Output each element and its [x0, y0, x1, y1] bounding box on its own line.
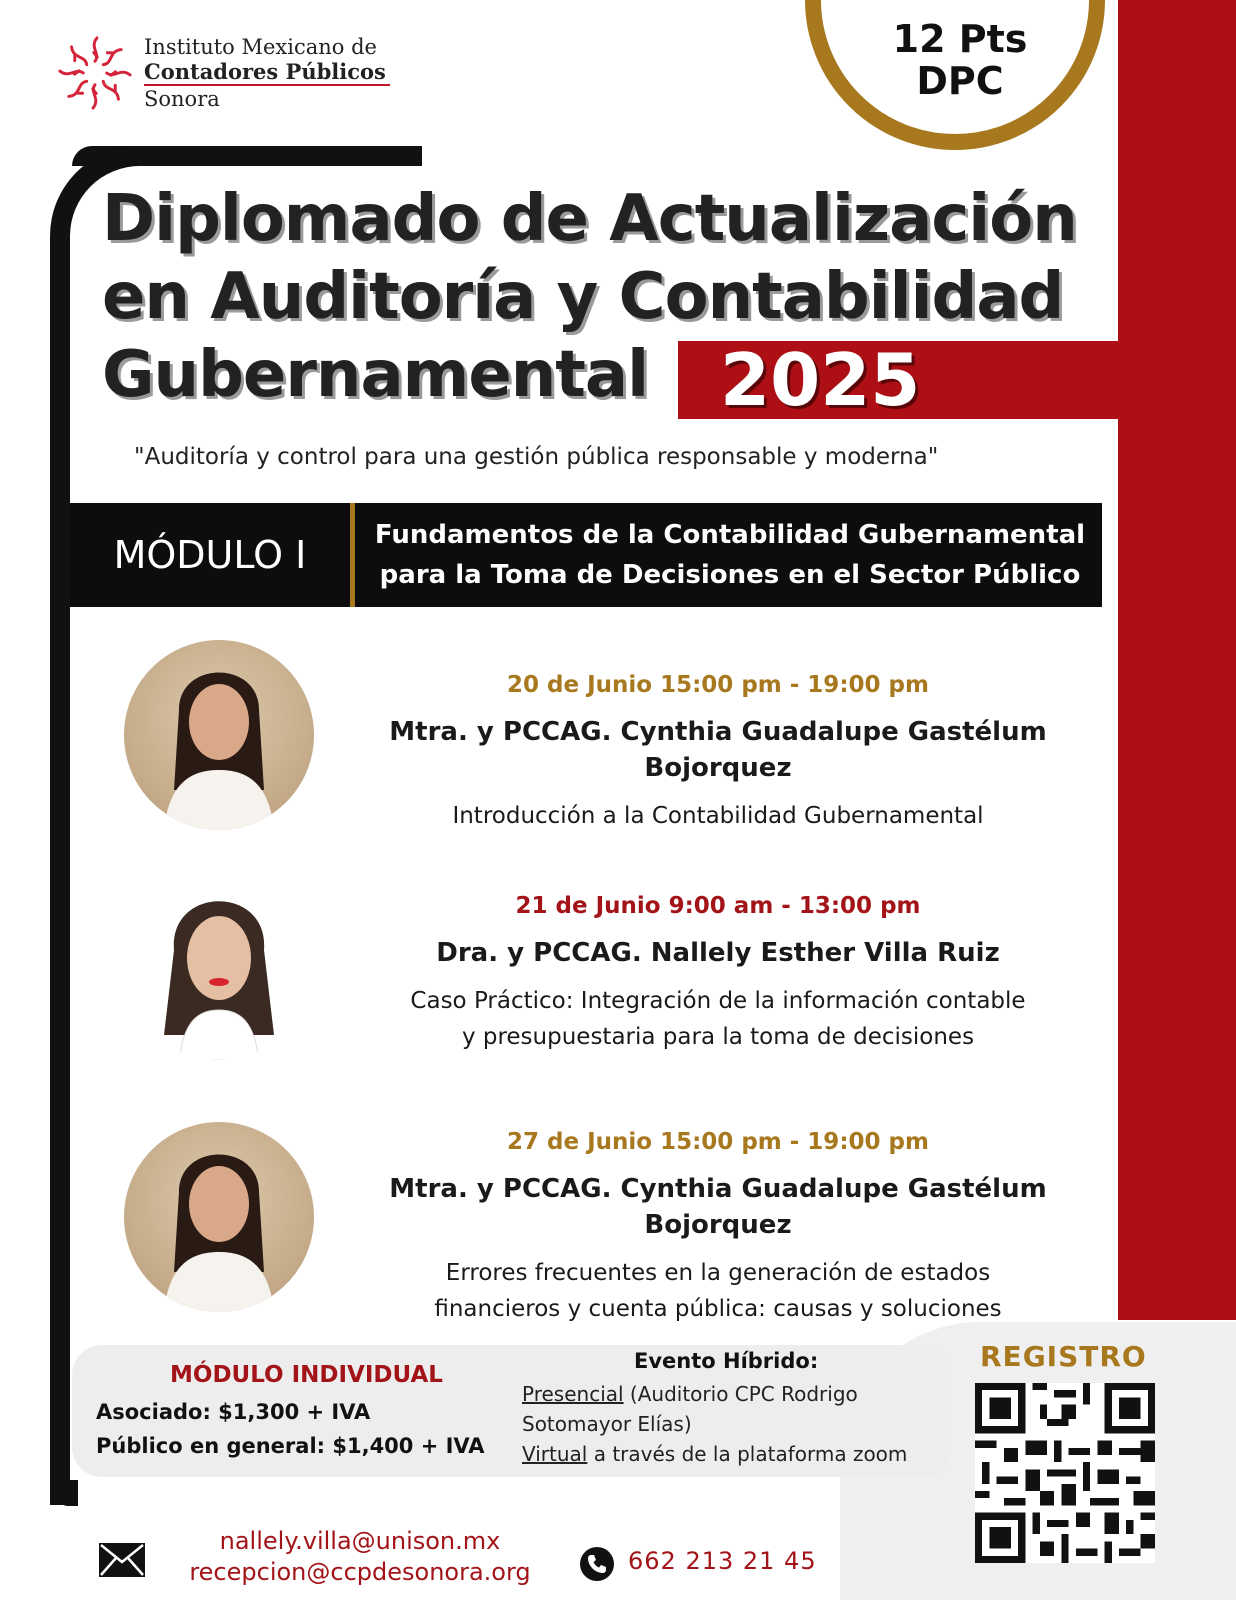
event-virtual-platform: a través de la plataforma zoom — [587, 1442, 908, 1466]
module-title-line2: para la Toma de Decisiones en el Sector Público — [379, 560, 1081, 590]
title-line1: Diplomado de Actualización — [102, 182, 1077, 256]
red-side-band — [1118, 0, 1236, 1320]
session-date: 20 de Junio 15:00 pm - 19:00 pm — [507, 672, 929, 698]
module-title-line1: Fundamentos de la Contabilidad Gubernamental — [374, 520, 1086, 550]
contact-email-1[interactable]: nallely.villa@unison.mx — [219, 1527, 501, 1555]
registration-label: REGISTRO — [980, 1340, 1147, 1373]
points-unit: DPC — [916, 59, 1004, 103]
session-topic: Introducción a la Contabilidad Gubernamental — [452, 803, 984, 829]
session-speaker: Mtra. y PCCAG. Cynthia Guadalupe Gastélum Bojorquez — [389, 717, 1047, 783]
module-title — [358, 503, 1102, 607]
contact-emails — [170, 1526, 550, 1588]
speaker-photo — [124, 870, 314, 1060]
points-value: 12 Pts — [892, 17, 1028, 61]
session-speaker: Dra. y PCCAG. Nallely Esther Villa Ruiz — [436, 938, 1000, 968]
event-in-person-label: Presencial — [522, 1382, 624, 1406]
points-badge — [860, 18, 1060, 102]
event-in-person-venue-cont: Sotomayor Elías) — [522, 1412, 692, 1436]
session-date: 21 de Junio 9:00 am - 13:00 pm — [515, 893, 921, 919]
title-line3: Gubernamental — [102, 338, 648, 412]
price-public: Público en general: $1,400 + IVA — [96, 1434, 485, 1458]
title-year: 2025 — [720, 338, 921, 422]
session-3 — [318, 1127, 1118, 1327]
speaker-portrait-icon — [124, 1122, 314, 1312]
institute-name — [144, 34, 390, 112]
session-topic-line1: Caso Práctico: Integración de la información contable — [410, 988, 1026, 1014]
envelope-icon — [98, 1542, 146, 1578]
session-topic — [318, 1255, 1118, 1327]
session-topic-line2: financieros y cuenta pública: causas y soluciones — [434, 1296, 1002, 1322]
speaker-photo — [124, 640, 314, 830]
speaker-portrait-icon — [124, 870, 314, 1060]
event-type-title: Evento Híbrido: — [634, 1349, 819, 1373]
bracket-side-bar — [50, 250, 70, 1505]
bracket-foot — [58, 1480, 78, 1506]
registration-qr-icon[interactable] — [975, 1383, 1155, 1563]
institute-name-line3: Sonora — [144, 87, 220, 111]
tagline-quote: "Auditoría y control para una gestión pública responsable y moderna" — [134, 444, 939, 470]
session-topic-line1: Errores frecuentes en la generación de estados — [445, 1260, 991, 1286]
title-line2: en Auditoría y Contabilidad — [102, 260, 1064, 334]
speaker-portrait-icon — [124, 640, 314, 830]
contact-email-2[interactable]: recepcion@ccpdesonora.org — [189, 1558, 531, 1586]
session-topic — [318, 983, 1118, 1055]
module-separator — [350, 503, 355, 607]
institute-name-line1: Instituto Mexicano de — [144, 35, 377, 59]
session-topic-line2: y presupuestaria para la toma de decisiones — [461, 1024, 975, 1050]
event-virtual-label: Virtual — [522, 1442, 588, 1466]
institute-name-line2: Contadores Públicos — [144, 60, 390, 86]
event-in-person — [522, 1379, 858, 1409]
session-1 — [318, 670, 1118, 834]
price-associate: Asociado: $1,300 + IVA — [96, 1400, 371, 1424]
session-speaker: Mtra. y PCCAG. Cynthia Guadalupe Gastélum Bojorquez — [389, 1174, 1047, 1240]
speaker-photo — [124, 1122, 314, 1312]
phone-icon — [580, 1547, 614, 1581]
session-date: 27 de Junio 15:00 pm - 19:00 pm — [507, 1129, 929, 1155]
event-virtual — [522, 1439, 907, 1469]
contact-phone[interactable]: 662 213 21 45 — [628, 1547, 817, 1575]
session-2 — [318, 891, 1118, 1055]
institute-logo-icon — [56, 34, 134, 112]
pricing-title: MÓDULO INDIVIDUAL — [170, 1362, 443, 1388]
event-in-person-venue: (Auditorio CPC Rodrigo — [623, 1382, 858, 1406]
module-label: MÓDULO I — [113, 533, 307, 577]
